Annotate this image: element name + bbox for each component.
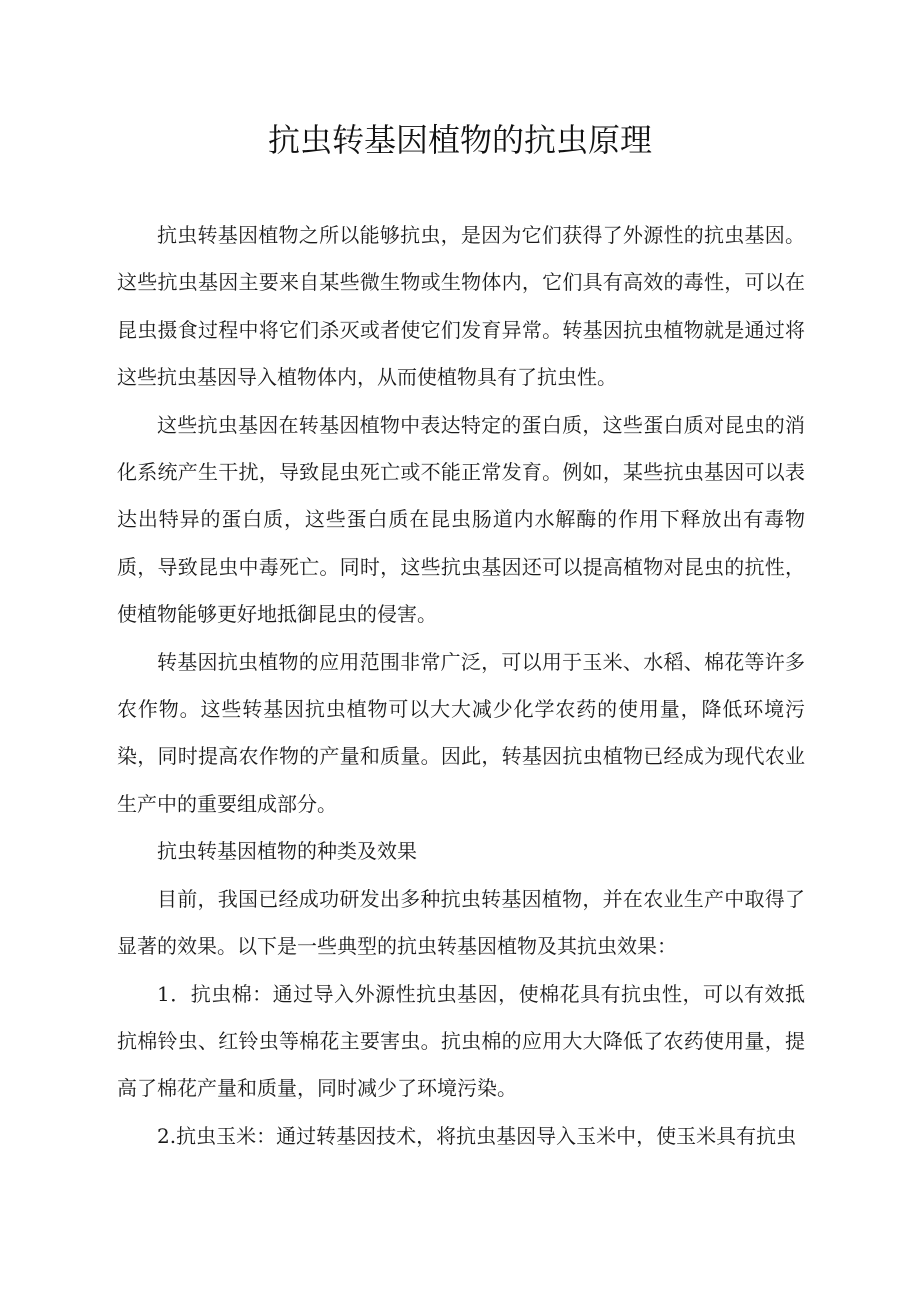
document-title: 抗虫转基因植物的抗虫原理 (267, 121, 652, 159)
paragraph-3: 转基因抗虫植物的应用范围非常广泛，可以用于玉米、水稻、棉花等许多农作物。这些转基因抗虫植物可以大大减少化学农药的使用量，降低环境污染，同时提高农作物的产量和质量。因此，转基因抗虫植物已经成为现代农业生产中的重要组成部分。 (117, 649, 805, 816)
section-heading: 抗虫转基因植物的种类及效果 (157, 839, 417, 864)
document-body (117, 212, 805, 1160)
list-item-1: 1．抗虫棉：通过导入外源性抗虫基因，使棉花具有抗虫性，可以有效抵抗棉铃虫、红铃虫等棉花主要害虫。抗虫棉的应用大大降低了农药使用量，提高了棉花产量和质量，同时减少了环境污染。 (117, 981, 805, 1101)
paragraph-1: 抗虫转基因植物之所以能够抗虫，是因为它们获得了外源性的抗虫基因。这些抗虫基因主要来自某些微生物或生物体内，它们具有高效的毒性，可以在昆虫摄食过程中将它们杀灭或者使它们发育异常。转基因抗虫植物就是通过将这些抗虫基因导入植物体内，从而使植物具有了抗虫性。 (117, 223, 805, 390)
list-item-2: 2.抗虫玉米：通过转基因技术，将抗虫基因导入玉米中，使玉米具有抗虫 (157, 1123, 797, 1148)
paragraph-2: 这些抗虫基因在转基因植物中表达特定的蛋白质，这些蛋白质对昆虫的消化系统产生干扰，导致昆虫死亡或不能正常发育。例如，某些抗虫基因可以表达出特异的蛋白质，这些蛋白质在昆虫肠道内水解酶的作用下释放出有毒物质，导致昆虫中毒死亡。同时，这些抗虫基因还可以提高植物对昆虫的抗性，使植物能够更好地抵御昆虫的侵害。 (117, 412, 805, 627)
paragraph-4: 目前，我国已经成功研发出多种抗虫转基因植物，并在农业生产中取得了显著的效果。以下是一些典型的抗虫转基因植物及其抗虫效果： (117, 886, 805, 959)
